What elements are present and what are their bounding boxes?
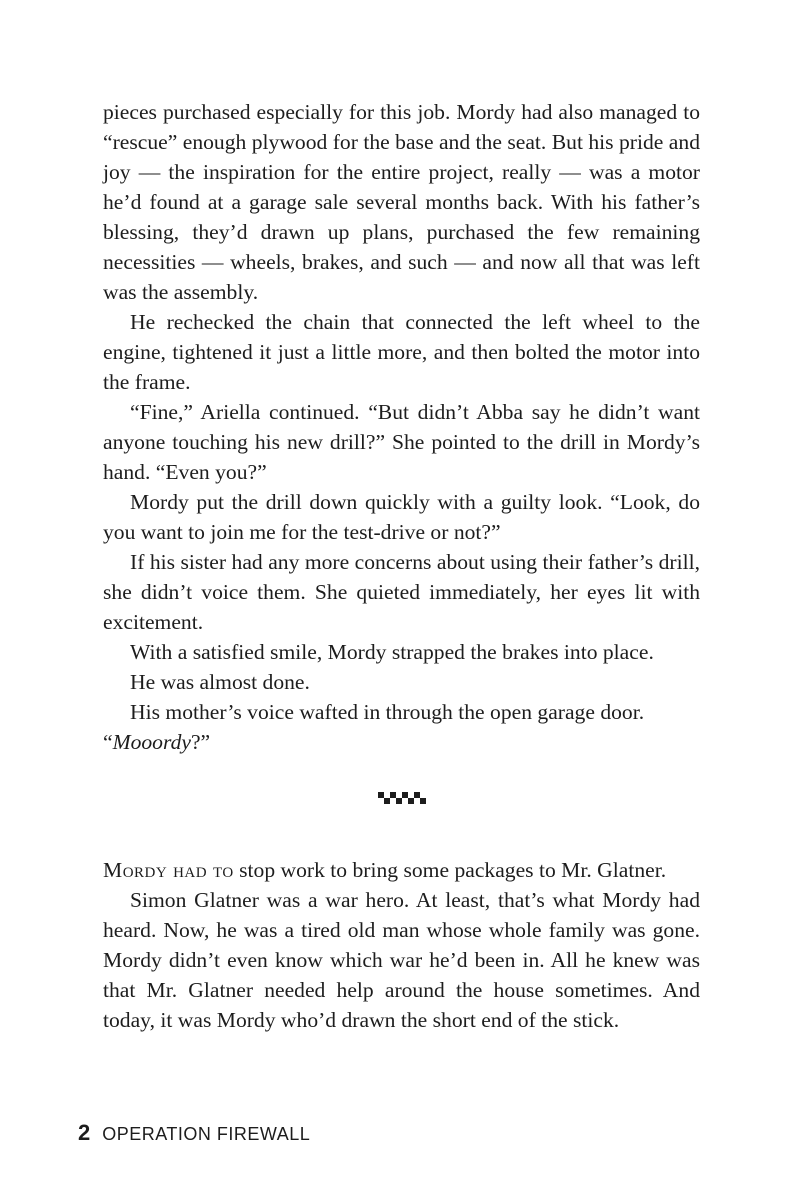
paragraph: He was almost done. (130, 670, 310, 694)
paragraph: Simon Glatner was a war hero. At least, that’s what Mordy had heard. Now, he was a tired old man whose whole family was gone. Mordy didn’t even know which war he’d been in. All he knew was that Mr. Glatner needed help around the house sometimes. And today, it was Mordy who’d drawn the short end of the stick. (103, 888, 700, 1032)
call-line (103, 727, 700, 757)
call-open-quote: “ (103, 730, 113, 754)
running-title: OPERATION FIREWALL (102, 1124, 311, 1144)
section-lead-smallcaps: Mordy had to (103, 858, 234, 882)
paragraph: Mordy put the drill down quickly with a guilty look. “Look, do you want to join me for the test-drive or not?” (103, 490, 700, 544)
page-body (103, 97, 700, 1035)
paragraph: With a satisfied smile, Mordy strapped the brakes into place. (130, 640, 654, 664)
paragraph: His mother’s voice wafted in through the open garage door. (130, 700, 645, 724)
checkered-flag-icon (378, 792, 426, 804)
paragraph: pieces purchased especially for this job. Mordy had also managed to “rescue” enough plywood for the base and the seat. But his pride and joy — the inspiration for the entire project, really — was a motor he’d found at a garage sale several months back. With his father’s blessing, they’d drawn up plans, purchased the few remaining necessities — wheels, brakes, and such — and now all that was left was the assembly. (103, 100, 700, 304)
call-close: ?” (190, 730, 211, 754)
section-lead-rest: stop work to bring some packages to Mr. Glatner. (233, 858, 667, 882)
section-break-ornament (103, 783, 700, 813)
paragraph: He rechecked the chain that connected the left wheel to the engine, tightened it just a little more, and then bolted the motor into the frame. (103, 310, 700, 394)
page-number: 2 (78, 1120, 91, 1145)
paragraph: If his sister had any more concerns about using their father’s drill, she didn’t voice them. She quieted immediately, her eyes lit with excitement. (103, 550, 700, 634)
call-italic-name: Mooordy (112, 730, 191, 754)
section-opening-paragraph (103, 855, 700, 885)
page-footer (78, 1120, 310, 1146)
paragraph: “Fine,” Ariella continued. “But didn’t Abba say he didn’t want anyone touching his new drill?” She pointed to the drill in Mordy’s hand. “Even you?” (103, 400, 700, 484)
